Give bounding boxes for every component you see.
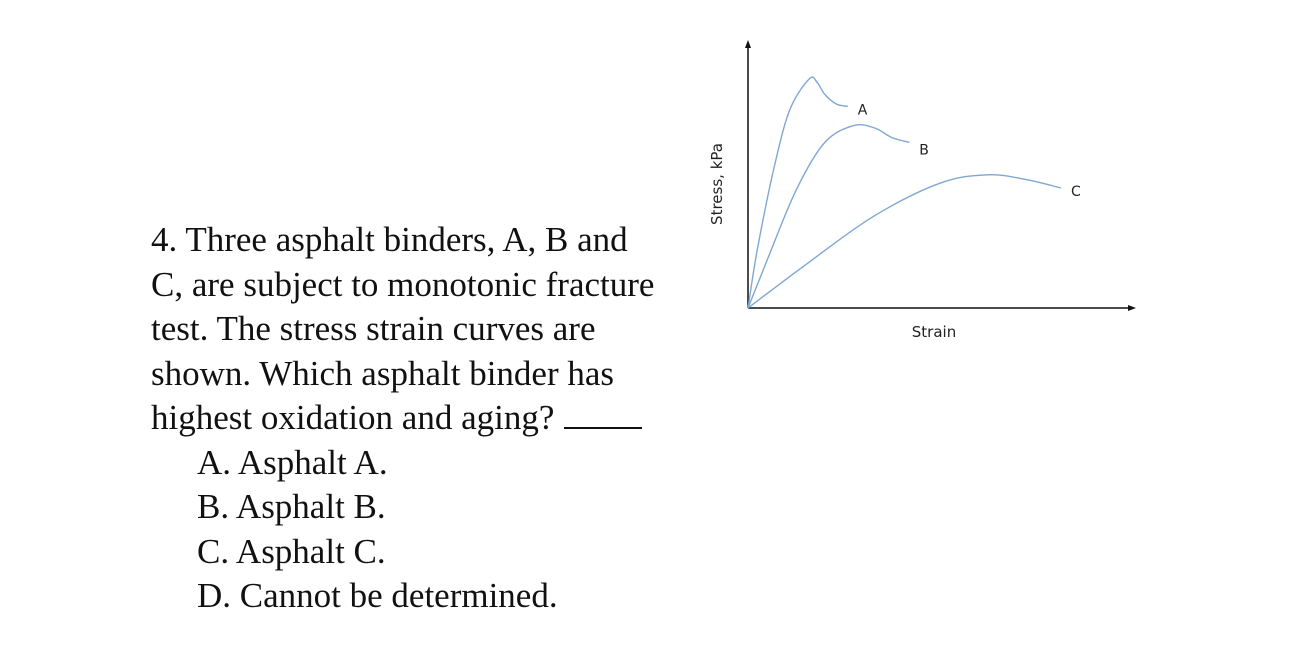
option-d: D. Cannot be determined.: [197, 576, 558, 615]
y-axis-label: Stress, kPa: [708, 143, 726, 225]
x-axis-label: Strain: [911, 323, 957, 341]
answer-blank: [564, 397, 642, 429]
curves-group: [748, 77, 1061, 308]
question-stem-line: shown. Which asphalt binder has: [151, 353, 615, 393]
question-stem-line: C, are subject to monotonic fracture: [151, 264, 655, 304]
option-c: C. Asphalt C.: [197, 531, 386, 571]
option-a: A. Asphalt A.: [197, 442, 388, 482]
stress-strain-figure: [700, 36, 1140, 356]
curve-c: [748, 175, 1061, 308]
curve-b: [748, 125, 909, 308]
question-stem-line-last: [151, 396, 711, 441]
curve-a: [748, 77, 848, 308]
question-block: [151, 218, 711, 619]
curve-label-c: C: [1071, 184, 1081, 200]
curve-label-b: B: [919, 142, 929, 159]
question-stem-line: test. The stress strain curves are: [151, 309, 596, 348]
curve-labels-group: [858, 102, 1081, 200]
answer-options: [151, 441, 711, 619]
curve-label-a: A: [857, 102, 868, 119]
option-b: B. Asphalt B.: [197, 487, 386, 526]
stress-strain-chart: [700, 36, 1140, 356]
question-stem-line: 4. Three asphalt binders, A, B and: [151, 220, 628, 259]
question-stem-text: highest oxidation and aging?: [151, 398, 555, 437]
